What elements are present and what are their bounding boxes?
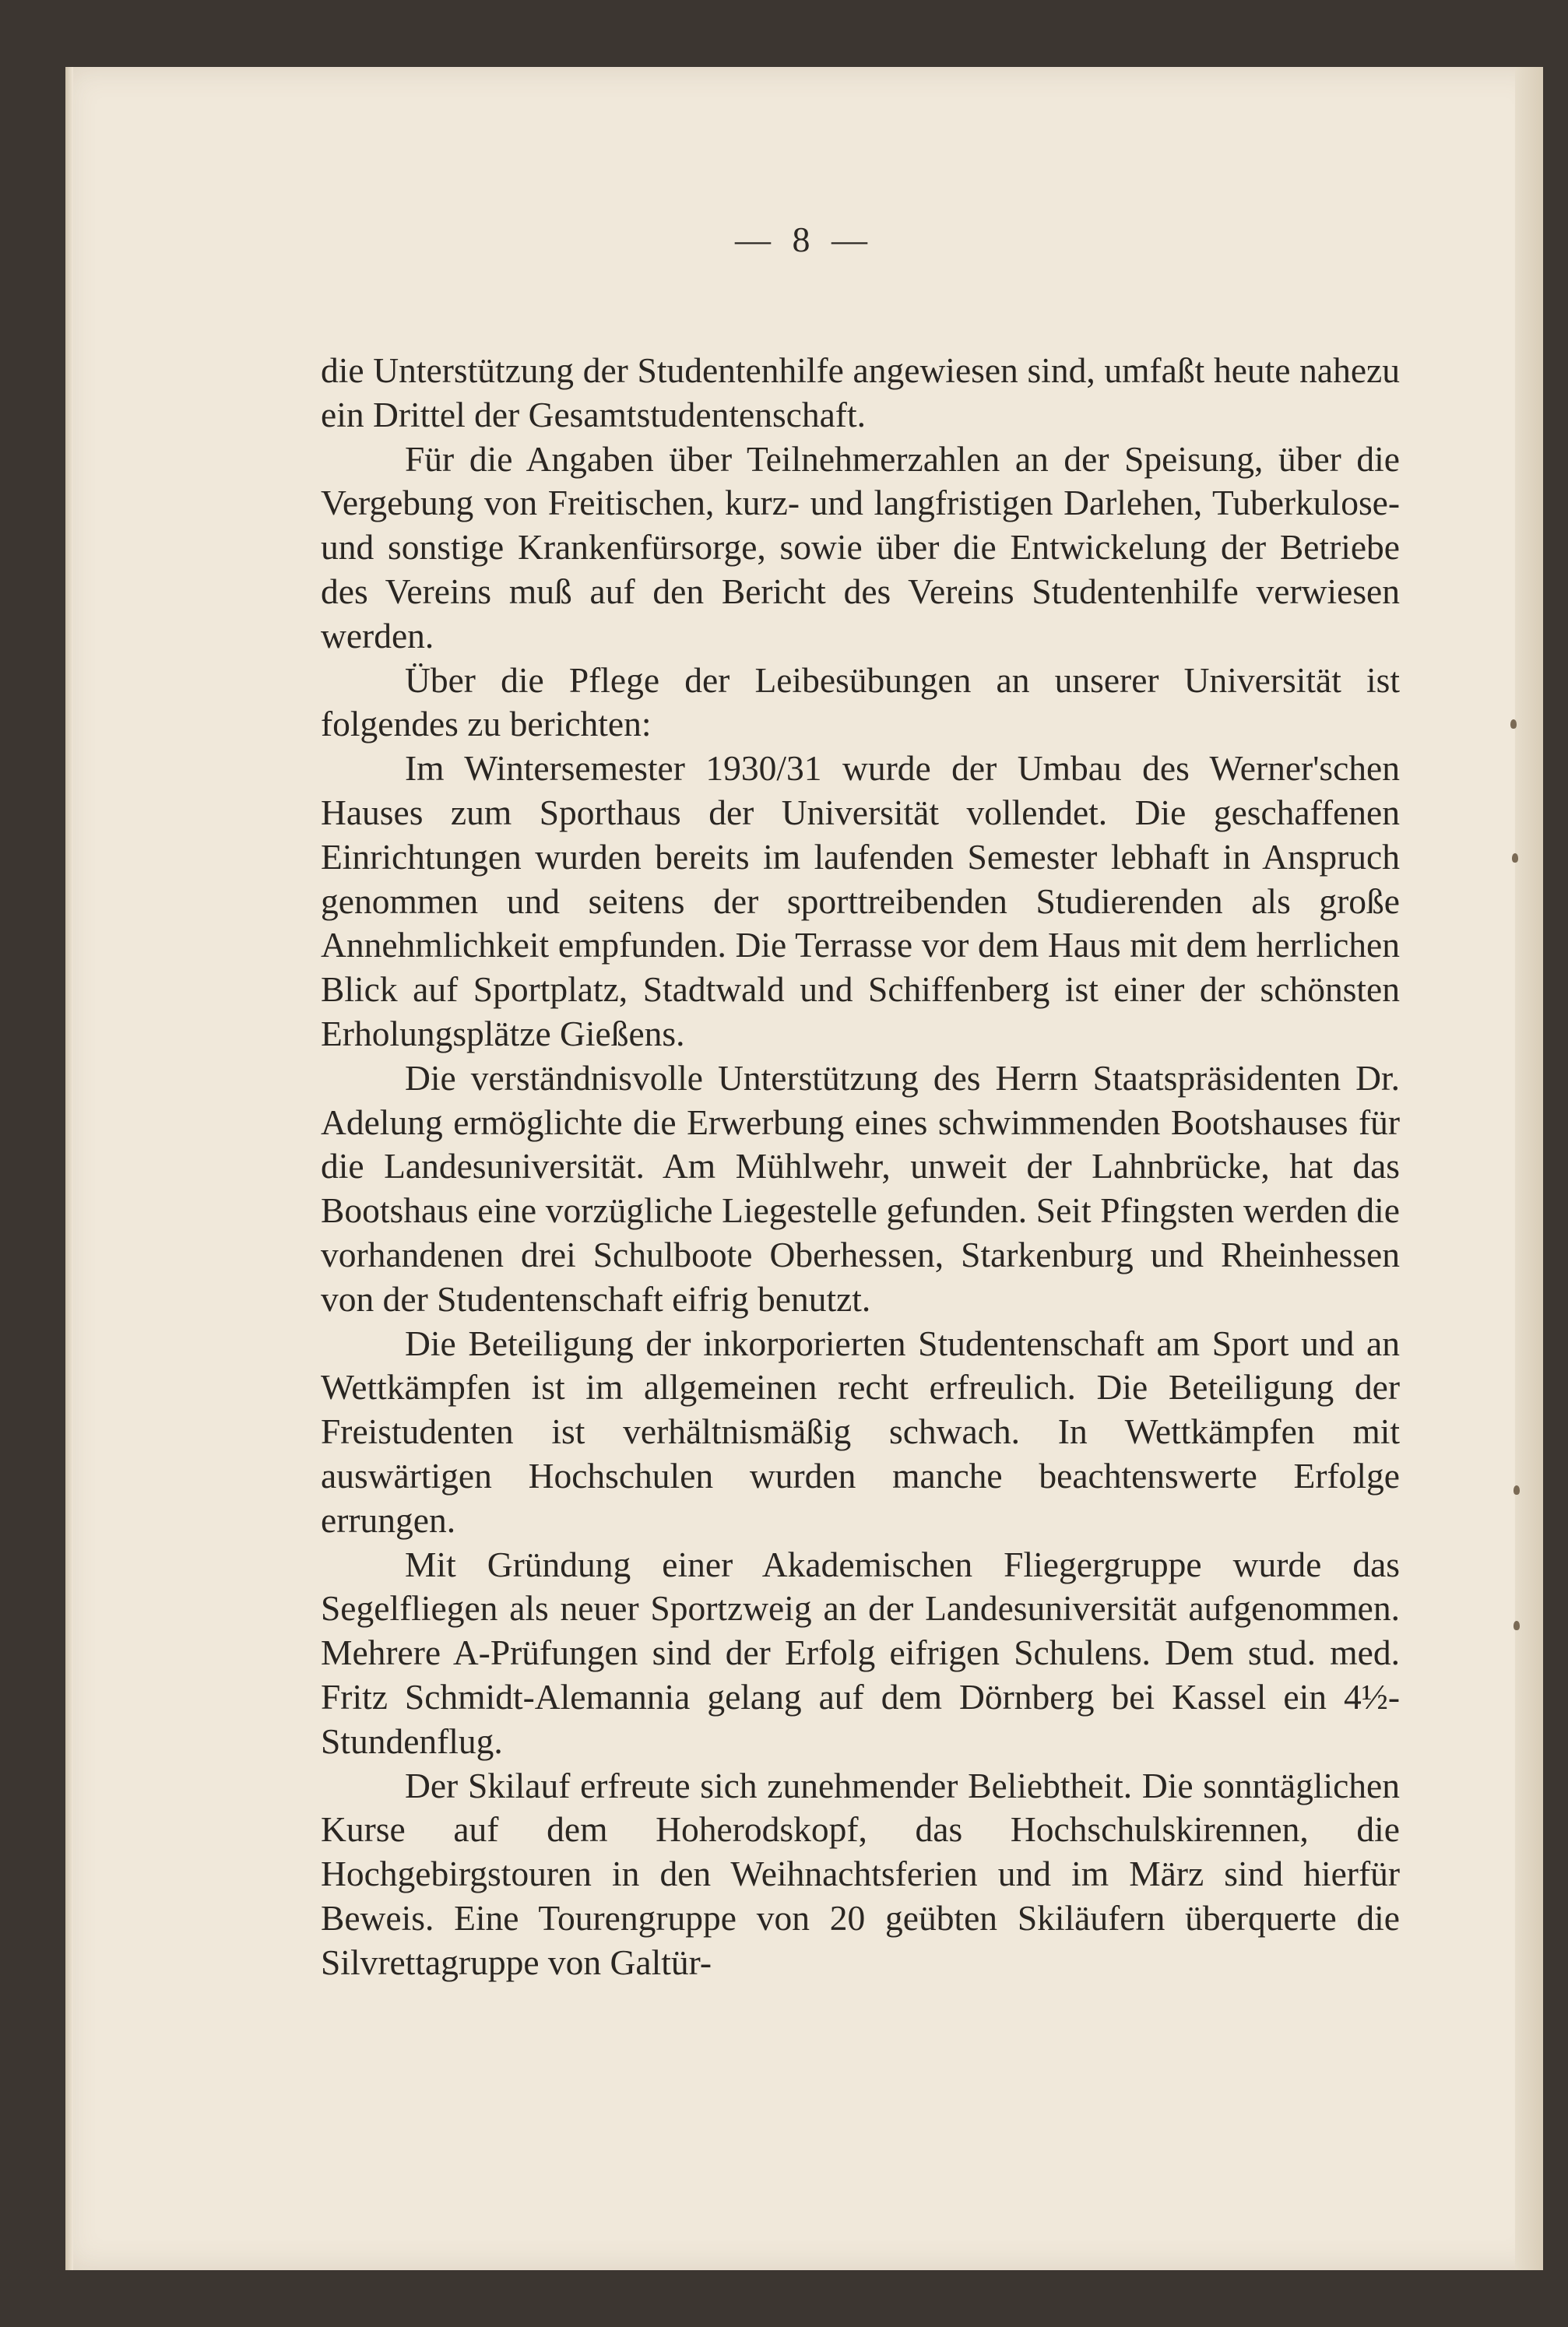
page-binding-edge <box>65 67 73 2270</box>
paragraph: Die Beteiligung der inkorporierten Studentenschaft am Sport und an Wettkämpfen ist im allgemeinen recht erfreulich. Die Beteiligung der Freistudenten ist verhältnismäßig schwach. In Wettkämpfen mit auswärtigen Hochschulen wurden manche beachtenswerte Erfolge errungen. <box>321 1323 1400 1540</box>
margin-speck <box>1512 853 1518 863</box>
paragraph: Im Wintersemester 1930/31 wurde der Umbau des Werner'schen Hauses zum Sporthaus der Universität vollendet. Die geschaffenen Einrichtungen wurden bereits im laufenden Semester lebhaft in Anspruch genommen und seitens der sporttreibenden Studierenden als große Annehmlichkeit empfunden. Die Terrasse vor dem Haus mit dem herrlichen Blick auf Sportplatz, Stadtwald und Schiffenberg ist einer der schönsten Erholungsplätze Gießens. <box>321 748 1400 1053</box>
margin-speck <box>1514 1621 1520 1630</box>
paragraph: Der Skilauf erfreute sich zunehmender Beliebtheit. Die sonntäglichen Kurse auf dem Hoherodskopf, das Hochschulskirennen, die Hochgebirgstouren in den Weihnachtsferien und im März sind hierfür Beweis. Eine Tourengruppe von 20 geübten Skiläufern überquerte die Silvrettagruppe von Galtür- <box>321 1765 1400 1982</box>
paragraph-continuation: die Unterstützung der Studentenhilfe angewiesen sind, umfaßt heute nahezu ein Drittel der Gesamtstudentenschaft. <box>321 350 1400 434</box>
paragraph: Mit Gründung einer Akademischen Fliegergruppe wurde das Segelfliegen als neuer Sportzweig an der Landesuniversität aufgenommen. Mehrere A-Prüfungen sind der Erfolg eifrigen Schulens. Dem stud. med. Fritz Schmidt-Alemannia gelang auf dem Dörnberg bei Kassel ein 4½-Stundenflug. <box>321 1544 1400 1761</box>
margin-speck <box>1514 1485 1520 1495</box>
body-text <box>321 349 1400 1984</box>
page-outer-edge <box>1515 67 1543 2270</box>
paragraph: Die verständnisvolle Unterstützung des Herrn Staatspräsidenten Dr. Adelung ermöglichte die Erwerbung eines schwimmenden Bootshauses für die Landesuniversität. Am Mühlwehr, unweit der Lahnbrücke, hat das Bootshaus eine vorzügliche Liegestelle gefunden. Seit Pfingsten werden die vorhandenen drei Schulboote Oberhessen, Starkenburg und Rheinhessen von der Studentenschaft eifrig benutzt. <box>321 1057 1400 1319</box>
document-page <box>65 67 1543 2270</box>
paragraph: Für die Angaben über Teilnehmerzahlen an der Speisung, über die Vergebung von Freitischen, kurz- und langfristigen Darlehen, Tuberkulose- und sonstige Krankenfürsorge, sowie über die Entwickelung der Betriebe des Vereins muß auf den Bericht des Vereins Studentenhilfe verwiesen werden. <box>321 438 1400 656</box>
paragraph: Über die Pflege der Leibesübungen an unserer Universität ist folgendes zu berichten: <box>321 659 1400 744</box>
margin-speck <box>1510 719 1517 729</box>
page-number: — 8 — <box>735 220 874 259</box>
